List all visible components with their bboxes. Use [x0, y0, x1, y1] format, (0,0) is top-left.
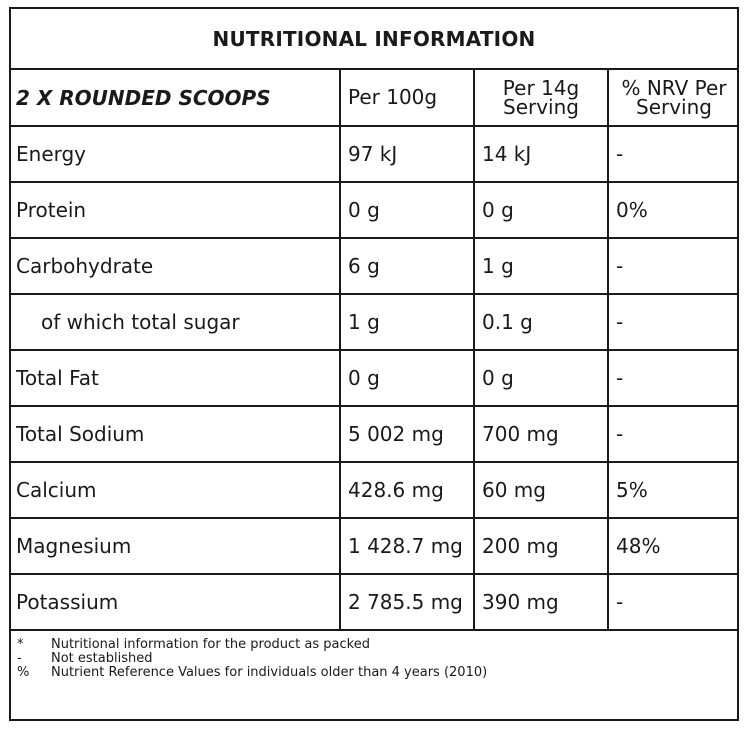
value-nrv: -: [608, 574, 739, 630]
value-per-100g: 428.6 mg: [340, 462, 474, 518]
value-nrv: -: [608, 350, 739, 406]
value-nrv: -: [608, 126, 739, 182]
value-per-serving: 60 mg: [474, 462, 608, 518]
value-per-100g: 5 002 mg: [340, 406, 474, 462]
value-nrv: -: [608, 294, 739, 350]
table-row: [9, 350, 739, 406]
value-nrv: 5%: [608, 462, 739, 518]
value-per-100g: 97 kJ: [340, 126, 474, 182]
value-nrv: -: [608, 406, 739, 462]
nutrient-name: of which total sugar: [9, 294, 340, 350]
nutrient-name: Calcium: [9, 462, 340, 518]
value-per-100g: 6 g: [340, 238, 474, 294]
table-row: [9, 294, 739, 350]
nutrient-name: Protein: [9, 182, 340, 238]
table-row: [9, 126, 739, 182]
col-header-per-100g: Per 100g: [340, 70, 474, 126]
panel-title: NUTRITIONAL INFORMATION: [11, 9, 737, 70]
value-nrv: 48%: [608, 518, 739, 574]
col-header-nrv: % NRV Per Serving: [608, 70, 739, 126]
footnote-text: Nutritional information for the product as packed: [51, 637, 370, 652]
value-nrv: -: [608, 238, 739, 294]
footnote-symbol: *: [17, 637, 24, 652]
value-per-serving: 0 g: [474, 182, 608, 238]
footnote: [17, 638, 737, 652]
footnotes: [11, 631, 737, 680]
footnote: [17, 652, 737, 666]
table-row: [9, 406, 739, 462]
value-per-serving: 0 g: [474, 350, 608, 406]
table-row: [9, 182, 739, 238]
value-per-100g: 0 g: [340, 350, 474, 406]
table-row: [9, 238, 739, 294]
nutrient-name: Potassium: [9, 574, 340, 630]
serving-size-label: 2 X ROUNDED SCOOPS: [9, 70, 340, 126]
value-per-100g: 0 g: [340, 182, 474, 238]
nutrition-table: [9, 70, 739, 631]
nutrient-name: Total Fat: [9, 350, 340, 406]
footnote-symbol: %: [17, 665, 30, 680]
nutrient-name: Energy: [9, 126, 340, 182]
col-header-per-serving: Per 14g Serving: [474, 70, 608, 126]
value-per-100g: 1 428.7 mg: [340, 518, 474, 574]
nutrition-panel: [9, 7, 739, 721]
footnote: [17, 666, 737, 680]
value-per-100g: 1 g: [340, 294, 474, 350]
table-row: [9, 574, 739, 630]
table-row: [9, 462, 739, 518]
value-per-serving: 390 mg: [474, 574, 608, 630]
value-per-serving: 1 g: [474, 238, 608, 294]
nutrient-name: Magnesium: [9, 518, 340, 574]
table-row: [9, 518, 739, 574]
value-nrv: 0%: [608, 182, 739, 238]
value-per-100g: 2 785.5 mg: [340, 574, 474, 630]
footnote-symbol: -: [17, 651, 22, 666]
footnote-text: Nutrient Reference Values for individuals older than 4 years (2010): [51, 665, 488, 680]
table-header-row: [9, 70, 739, 126]
nutrient-name: Total Sodium: [9, 406, 340, 462]
nutrient-name: Carbohydrate: [9, 238, 340, 294]
footnote-text: Not established: [51, 651, 153, 666]
value-per-serving: 200 mg: [474, 518, 608, 574]
value-per-serving: 700 mg: [474, 406, 608, 462]
value-per-serving: 14 kJ: [474, 126, 608, 182]
value-per-serving: 0.1 g: [474, 294, 608, 350]
